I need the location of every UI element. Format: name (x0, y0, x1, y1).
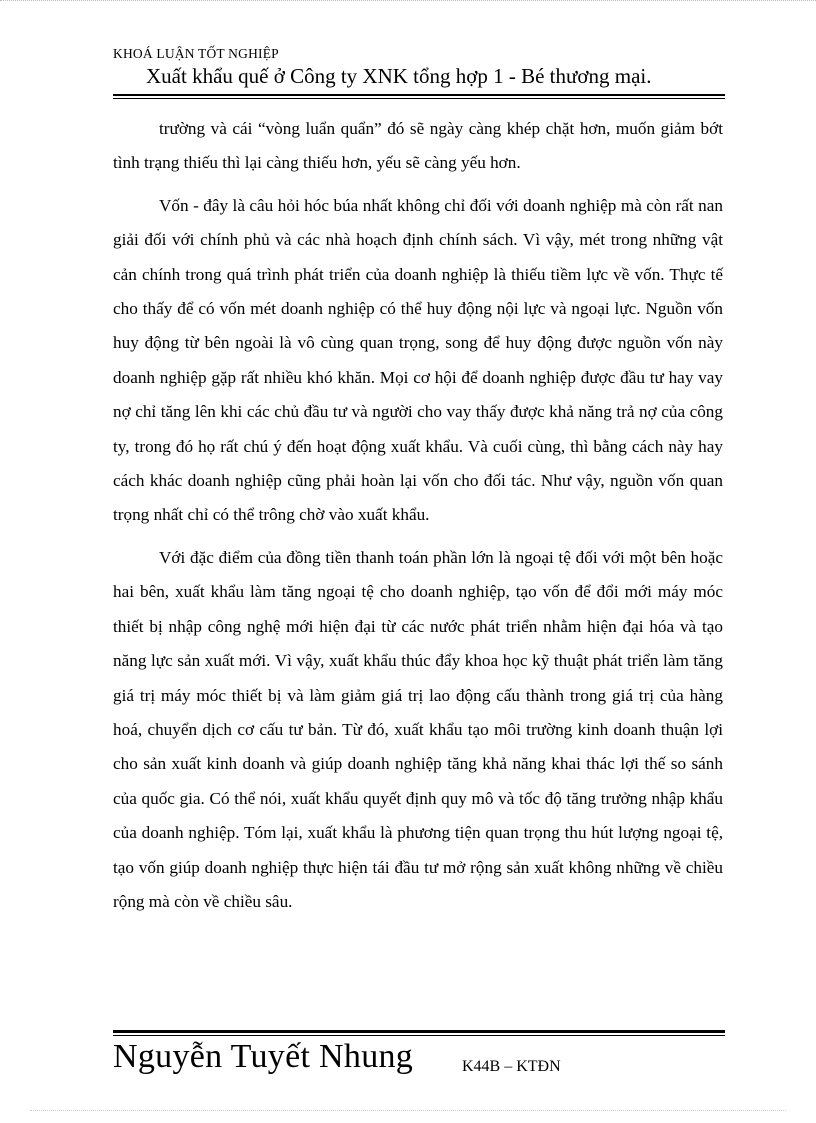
document-title: Xuất khẩu quế ở Công ty XNK tổng hợp 1 - Bé thương mại. (146, 64, 652, 88)
page-top-edge (0, 0, 816, 4)
author-name: Nguyễn Tuyết Nhung (113, 1038, 414, 1075)
class-code: K44B – KTĐN (462, 1058, 561, 1075)
header-divider (113, 94, 725, 99)
page-bottom-edge (30, 1110, 786, 1111)
paragraph-1: trường và cái “vòng luẩn quẩn” đó sẽ ngày càng khép chặt hơn, muốn giảm bớt tình trạng thiếu thì lại càng thiếu hơn, yếu sẽ càng yếu hơn. (113, 119, 723, 173)
body-text (113, 112, 723, 927)
paragraph-3: Với đặc điểm của đồng tiền thanh toán phần lớn là ngoại tệ đối với một bên hoặc hai bên, xuất khẩu làm tăng ngoại tệ cho doanh nghiệp, tạo vốn để đổi mới máy móc thiết bị nhập công nghệ mới hiện đại từ các nước phát triển nhằm hiện đại hóa và tạo năng lực sản xuất mới. Vì vậy, xuất khẩu thúc đẩy khoa học kỹ thuật phát triển làm tăng giá trị máy móc thiết bị và làm giảm giá trị lao động cấu thành trong giá trị của hàng hoá, chuyển dịch cơ cấu tư bản. Từ đó, xuất khẩu tạo môi trường kinh doanh thuận lợi cho sản xuất kinh doanh và giúp doanh nghiệp tăng khả năng khai thác lợi thế so sánh của quốc gia. Có thể nói, xuất khẩu quyết định quy mô và tốc độ tăng trưởng nhập khẩu của doanh nghiệp. Tóm lại, xuất khẩu là phương tiện quan trọng thu hút lượng ngoại tệ, tạo vốn giúp doanh nghiệp thực hiện tái đầu tư mở rộng sản xuất không những về chiều rộng mà còn về chiều sâu. (113, 547, 723, 911)
footer-divider (113, 1030, 725, 1036)
paragraph-2: Vốn - đây là câu hỏi hóc búa nhất không chỉ đối với doanh nghiệp mà còn rất nan giải đối với chính phủ và các nhà hoạch định chính sách. Vì vậy, mét trong những vật cản chính trong quá trình phát triển của doanh nghiệp là thiếu tiềm lực về vốn. Thực tế cho thấy để có vốn mét doanh nghiệp có thể huy động nội lực và ngoại lực. Nguồn vốn huy động từ bên ngoài là vô cùng quan trọng, song để huy động được nguồn vốn này doanh nghiệp gặp rất nhiều khó khăn. Mọi cơ hội để doanh nghiệp được đầu tư hay vay nợ chỉ tăng lên khi các chủ đầu tư và người cho vay thấy được khả năng trả nợ của công ty, trong đó họ rất chú ý đến hoạt động xuất khẩu. Và cuối cùng, thì bằng cách này hay cách khác doanh nghiệp cũng phải hoàn lại vốn cho đối tác. Như vậy, nguồn vốn quan trọng nhất chỉ có thể trông chờ vào xuất khẩu. (113, 195, 723, 525)
document-type-label: KHOÁ LUẬN TỐT NGHIỆP (113, 46, 279, 61)
